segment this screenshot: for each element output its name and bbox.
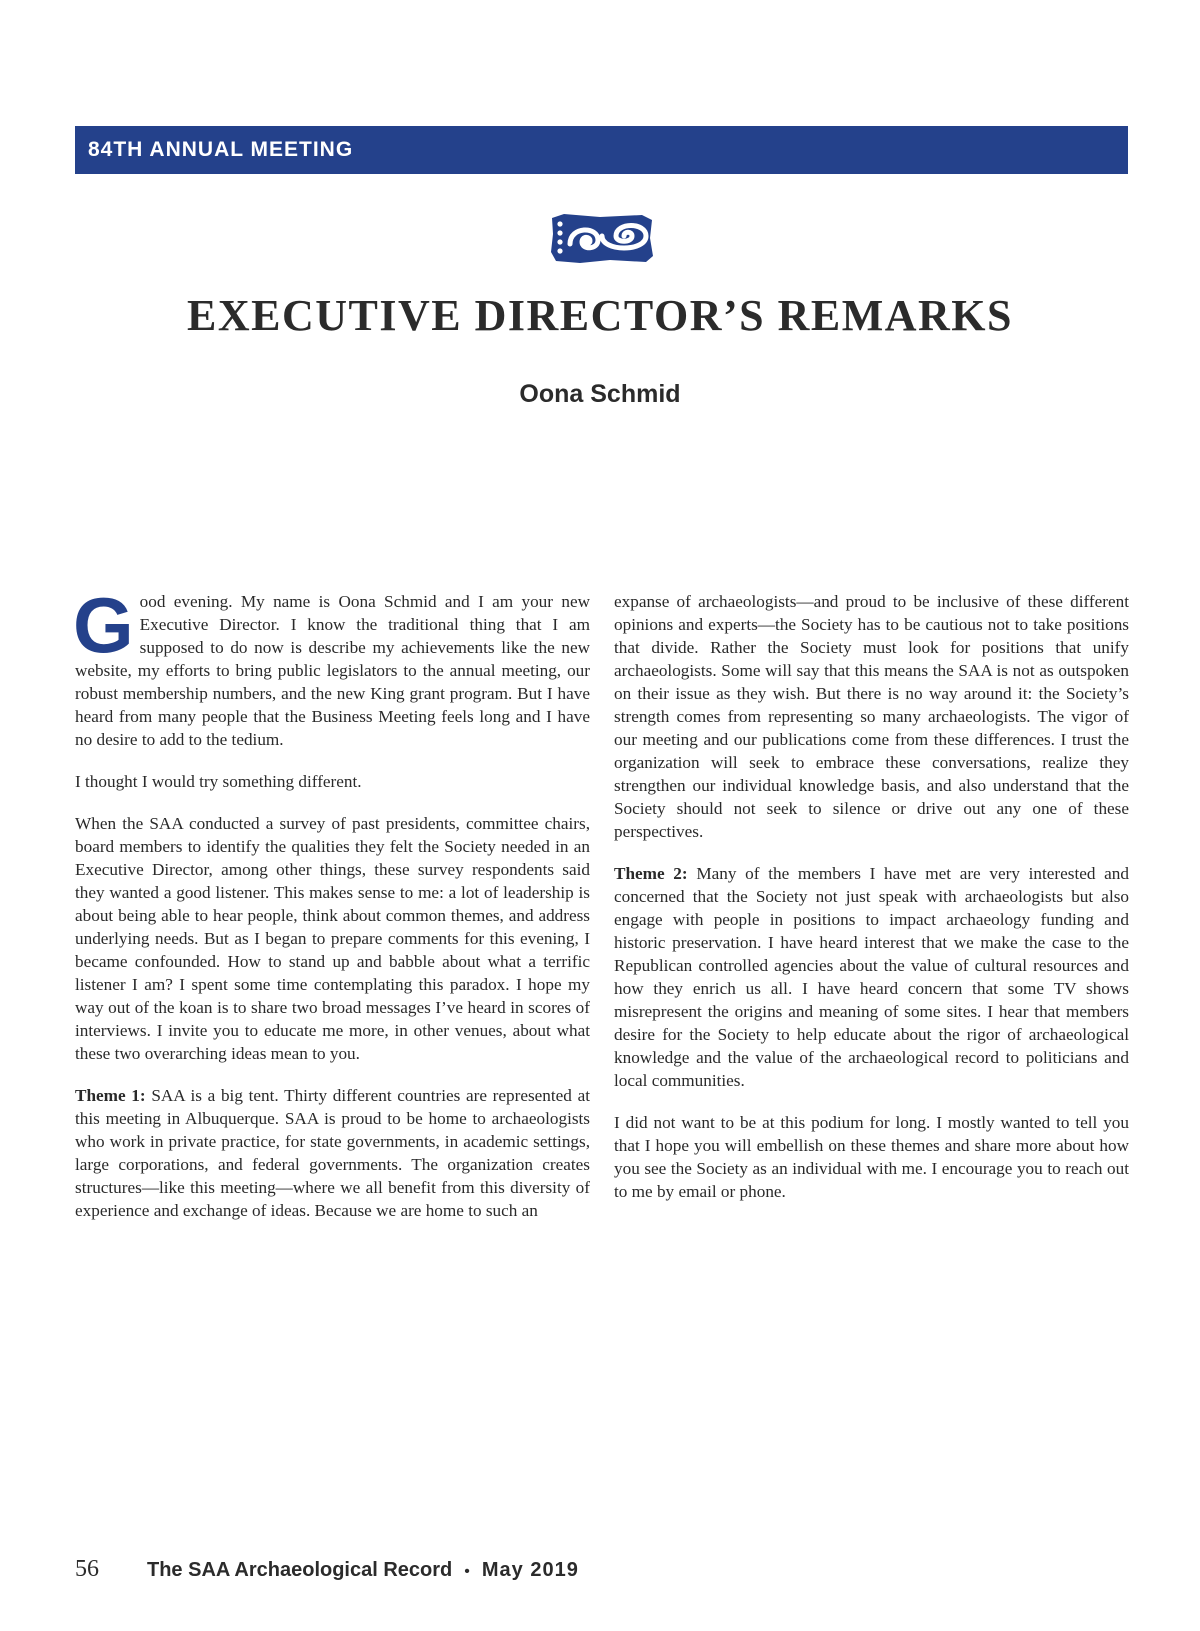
- intro-text: ood evening. My name is Oona Schmid and I am your new Executive Director. I know the traditional thing that I am supposed to do now is describe my achievements like the new website, my efforts to bring public legislators to the annual meeting, our robust membership numbers, and the new King grant program. But I have heard from many people that the Business Meeting feels long and I have no desire to add to the tedium.: [75, 592, 590, 749]
- left-column: [73, 581, 590, 1241]
- theme-1-text: SAA is a big tent. Thirty different countries are represented at this meeting in Albuquerque. SAA is proud to be home to archaeologists who work in private practice, for state governments, in academic settings, large corporations, and federal governments. The organization creates structures—like this meeting—where we all benefit from this diversity of experience and exchange of ideas. Because we are home to such an: [75, 1086, 590, 1220]
- section-label: 84TH ANNUAL MEETING: [88, 138, 354, 161]
- paragraph-intro: [73, 581, 590, 751]
- theme-2-label: Theme 2:: [614, 864, 688, 883]
- publication-name: The SAA Archaeological Record: [147, 1559, 453, 1581]
- article-title: EXECUTIVE DIRECTOR’S REMARKS: [187, 291, 1013, 340]
- theme-1-label: Theme 1:: [75, 1086, 146, 1105]
- paragraph-different: I thought I would try something different.: [75, 772, 362, 791]
- page-footer: [75, 1556, 579, 1583]
- section-banner: [75, 126, 1128, 174]
- paragraph-closing: I did not want to be at this podium for long. I mostly wanted to tell you that I hope you will embellish on these themes and share more about how you see the Society as an individual with me. I encourage you to reach out to me by email or phone.: [614, 1113, 1129, 1201]
- footer-bullet: •: [464, 1563, 470, 1580]
- paragraph-theme-2: [614, 862, 1129, 1092]
- theme-2-text: Many of the members I have met are very interested and concerned that the Society not just speak with archaeologists but also engage with people in positions to impact archaeology funding and historic preservation. I have heard interest that we make the case to the Republican controlled agencies about the value of cultural resources and how they enrich us all. I have heard concern that some TV shows misrepresent the origins and meaning of some sites. I hear that members desire for the Society to help educate about the rigor of archaeological knowledge and the value of the archaeological record to politicians and local communities.: [614, 864, 1129, 1090]
- page-number: 56: [75, 1556, 99, 1582]
- paragraph-theme-1: [75, 1084, 590, 1222]
- paragraph-theme-1-continued: expanse of archaeologists—and proud to be inclusive of these different opinions and experts—the Society has to be cautious not to take positions that divide. Rather the Society must look for positions that unify archaeologists. Some will say that this means the SAA is not as outspoken on their issue as they wish. But there is no way around it: the Society’s strength comes from representing so many archaeologists. The vigor of our meeting and our publications come from these differences. I trust the organization will seek to embrace these conversations, realize they strengthen our individual knowledge basis, and also understand that the Society should not seek to silence or drive out any one of these perspectives.: [614, 592, 1129, 841]
- article-author: Oona Schmid: [519, 380, 681, 408]
- drop-cap: G: [73, 581, 134, 669]
- spiral-logo-icon: [550, 212, 654, 264]
- paragraph-survey: When the SAA conducted a survey of past presidents, committee chairs, board members to identify the qualities they felt the Society needed in an Executive Director, among other things, these survey respondents said they wanted a good listener. This makes sense to me: a lot of leadership is about being able to hear people, think about common themes, and address underlying needs. But as I began to prepare comments for this evening, I became confounded. How to stand up and babble about what a terrific listener I am? I spent some time contemplating this paradox. I hope my way out of the koan is to share two broad messages I’ve heard in scores of interviews. I invite you to educate me more, in other venues, about what these two overarching ideas mean to you.: [75, 814, 590, 1063]
- right-column: [614, 590, 1129, 1222]
- issue-date: May 2019: [481, 1559, 579, 1581]
